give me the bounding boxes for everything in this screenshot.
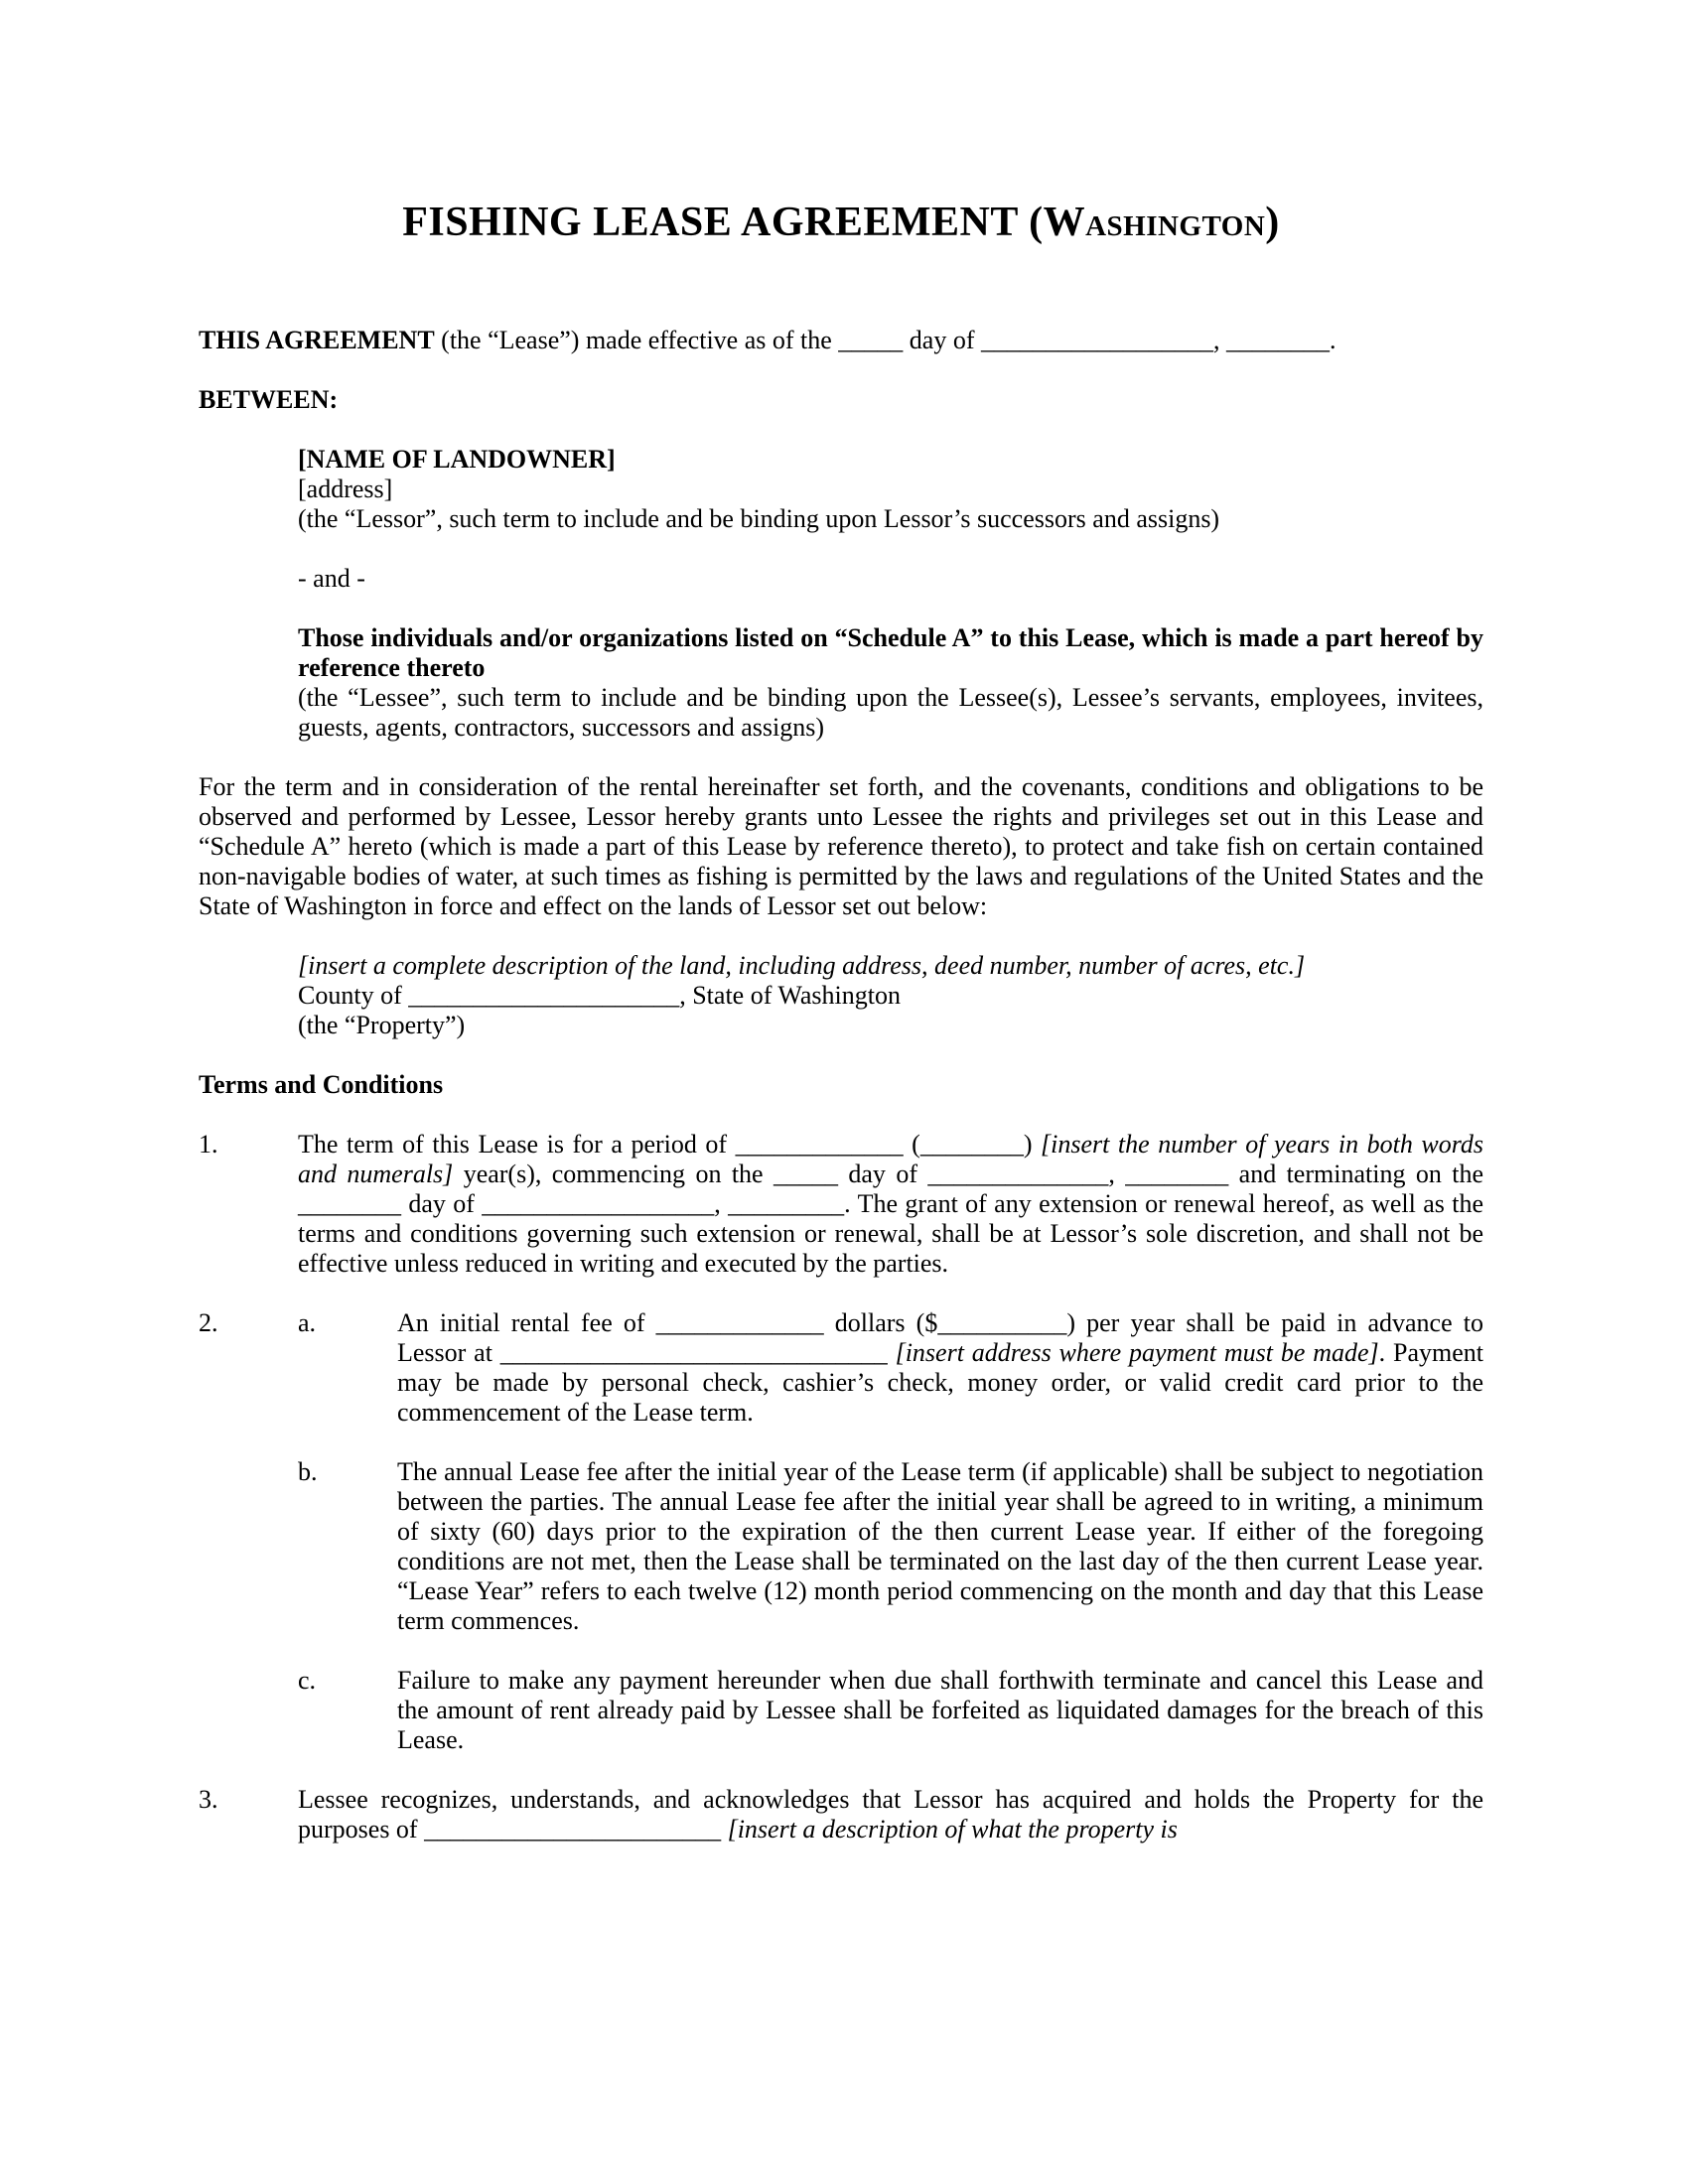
grant-paragraph: For the term and in consideration of the rental hereinafter set forth, and the covenants, conditions and obligations to be observed and performed by Lessee, Lessor hereby grants unto Lessee the rights and privileges set out in this Lease and “Schedule A” hereto (which is made a part of this Lease by reference thereto), to protect and take fish on certain contained non-navigable bodies of water, at such times as fishing is permitted by the laws and regulations of the United States and the State of Washington in force and effect on the lands of Lessor set out below:: [199, 772, 1483, 920]
property-block: [298, 951, 1483, 1040]
term-item-1: [199, 1130, 1483, 1279]
property-label: (the “Property”): [298, 1011, 466, 1039]
subitem-letter: a.: [298, 1308, 317, 1337]
between-label: BETWEEN:: [199, 385, 339, 414]
item-number: 3.: [199, 1785, 218, 1814]
term-item-2b: [199, 1457, 1483, 1636]
property-county-line: County of _____________________, State of Washington: [298, 981, 901, 1010]
property-description-placeholder: [insert a complete description of the land, including address, deed number, number of acres, etc.]: [298, 951, 1306, 980]
lessee-definition: (the “Lessee”, such term to include and be binding upon the Lessee(s), Lessee’s servants, employees, invitees, guests, agents, contractors, successors and assigns): [298, 683, 1483, 742]
lessee-name-text: Those individuals and/or organizations listed on “Schedule A” to this Lease, which is made a part hereof by reference thereto: [298, 623, 1483, 682]
item-number: 2.: [199, 1308, 218, 1337]
item-text: The term of this Lease is for a period of _____________ (________) [insert the number of years in both words and numerals] year(s), commencing on the _____ day of ______________, ________ and terminating on the ________ day of __________________, _________. The grant of any extension or renewal hereof, as well as the terms and conditions governing such extension or renewal, shall be at Lessor’s sole discretion, and shall not be effective unless reduced in writing and executed by the parties.: [298, 1130, 1483, 1278]
subitem-text: The annual Lease fee after the initial year of the Lease term (if applicable) shall be subject to negotiation between the parties. The annual Lease fee after the initial year shall be agreed to in writing, a minimum of sixty (60) days prior to the expiration of the then current Lease year. If either of the foregoing conditions are not met, then the Lease shall be terminated on the last day of the then current Lease year. “Lease Year” refers to each twelve (12) month period commencing on the month and day that this Lease term commences.: [397, 1457, 1483, 1635]
term-item-2c: [199, 1666, 1483, 1755]
subitem-text: An initial rental fee of _____________ dollars ($__________) per year shall be paid in advance to Lessor at ______________________________ [insert address where payment must be made]. Payment may be made by personal check, cashier’s check, money order, or valid credit card prior to the commencement of the Lease term.: [397, 1308, 1483, 1427]
lessor-block: [298, 445, 1483, 534]
subitem-letter: b.: [298, 1457, 318, 1486]
lessor-name-placeholder: [NAME OF LANDOWNER]: [298, 445, 616, 474]
lessor-definition: (the “Lessor”, such term to include and be binding upon Lessor’s successors and assigns): [298, 504, 1220, 533]
subitem-letter: c.: [298, 1666, 317, 1695]
lessor-address-placeholder: [address]: [298, 475, 393, 503]
item-number: 1.: [199, 1130, 218, 1159]
terms-and-conditions-heading: Terms and Conditions: [199, 1070, 444, 1099]
intro-paragraph: THIS AGREEMENT (the “Lease”) made effective as of the _____ day of __________________, ________.: [199, 326, 1336, 354]
subitem-text: Failure to make any payment hereunder when due shall forthwith terminate and cancel this Lease and the amount of rent already paid by Lessee shall be forfeited as liquidated damages for the breach of this Lease.: [397, 1666, 1483, 1754]
lessee-block: [298, 623, 1483, 743]
item-text: Lessee recognizes, understands, and acknowledges that Lessor has acquired and holds the Property for the purposes of _______________________ [insert a description of what the property is: [298, 1785, 1483, 1843]
document-title: FISHING LEASE AGREEMENT (Washington): [402, 200, 1280, 245]
and-separator: - and -: [298, 564, 365, 593]
term-item-2a: [199, 1308, 1483, 1428]
term-item-3: [199, 1785, 1483, 1844]
